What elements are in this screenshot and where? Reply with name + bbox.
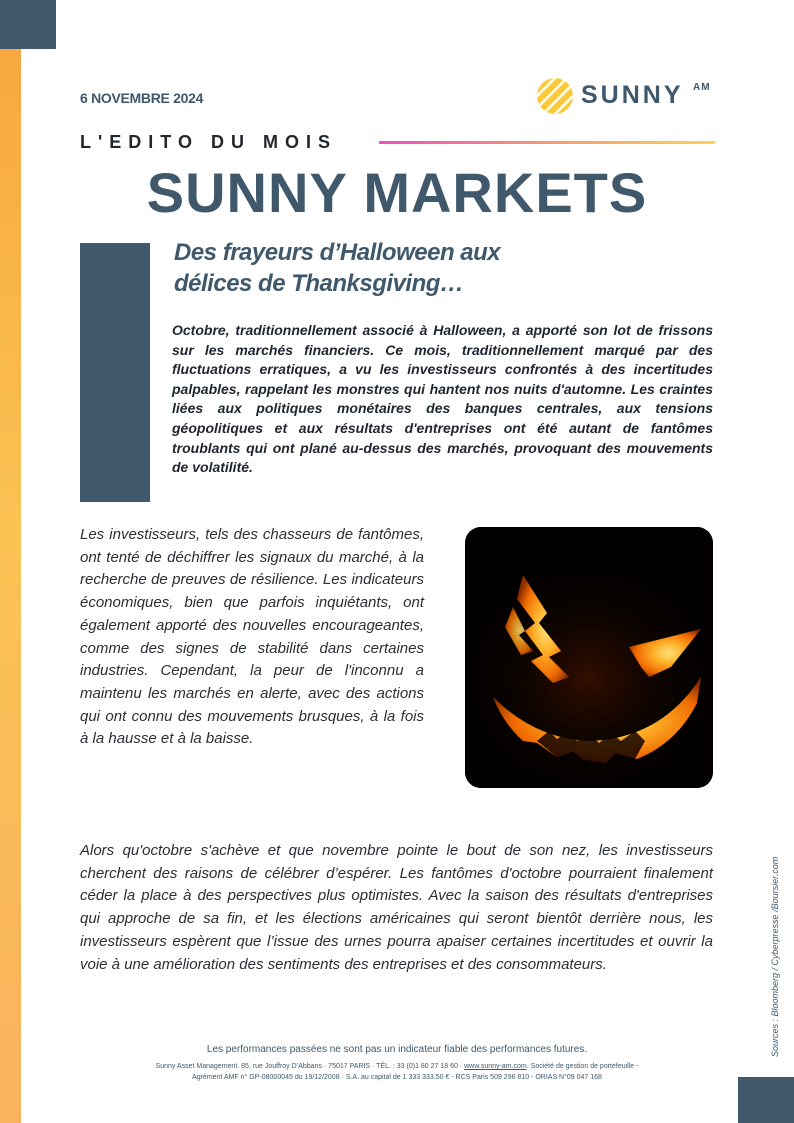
intro-paragraph: Octobre, traditionnellement associé à Halloween, a apporté son lot de frissons sur les marchés financiers. Ce mois, traditionnellement marqué par des fluctuations erratiques, a vu les investisseurs confrontés à des incertitudes palpables, rappelant les monstres qui hantent nos nuits d'automne. Les craintes liées aux politiques monétaires des banques centrales, aux tensions géopolitiques et aux résultats d'entreprises ont été autant de fantômes troublants qui ont plané au-dessus des marchés, provoquant des mouvements de volatilité. <box>172 322 713 476</box>
accent-bar <box>80 243 150 502</box>
logo-suffix: AM <box>693 82 711 93</box>
body-paragraph-2: Alors qu'octobre s'achève et que novembre pointe le bout de son nez, les investisseurs cherchent des raisons de célébrer d’espérer. Les fantômes d'octobre pourraient finalement céder la place à des perspectives plus optimistes. Avec la saison des résultats d'entreprises qui approche de sa fin, et les élections américaines qui seront bientôt derrière nous, les investisseurs espèrent que l’issue des urnes pourra apaiser certaines incertitudes et ouvrir la voie à une amélioration des sentiments des entreprises et des consommateurs. <box>80 842 713 973</box>
website-link[interactable]: www.sunny-am.com <box>464 1063 527 1070</box>
pumpkin-face-illustration <box>465 527 713 788</box>
subtitle-line-1: Des frayeurs d’Halloween aux <box>174 239 501 266</box>
jack-o-lantern-photo <box>465 527 713 788</box>
legal-notice <box>80 1061 714 1083</box>
legal-text-3: Agrément AMF n° GP-08000045 du 19/12/2008 · S.A. au capital de 1 333 333.50 € - RCS Paris 509 296 810 - ORIAS N°09 047 168 <box>192 1074 602 1081</box>
performance-disclaimer: Les performances passées ne sont pas un indicateur fiable des performances futures. <box>206 1044 588 1055</box>
issue-date: 6 NOVEMBRE 2024 <box>80 90 204 106</box>
sources-note: Sources : Bloomberg / Cyberpresse /Boursier.com <box>770 856 780 1057</box>
legal-text-1: Sunny Asset Management. 85, rue Jouffroy D’Abbans · 75017 PARIS · TÉL. : 33 (0)1 80 27 18 60 · <box>155 1063 465 1070</box>
gradient-rule <box>379 141 715 144</box>
corner-block-top-left <box>0 0 56 49</box>
sun-stripes-icon <box>535 76 575 116</box>
subtitle-line-2: délices de Thanksgiving… <box>174 270 464 297</box>
legal-text-2: . Société de gestion de portefeuille - <box>526 1063 639 1070</box>
corner-block-bottom-right <box>738 1077 794 1123</box>
section-label: L'EDITO DU MOIS <box>80 132 337 152</box>
page-title: SUNNY MARKETS <box>146 161 648 224</box>
body-paragraph-1: Les investisseurs, tels des chasseurs de fantômes, ont tenté de déchiffrer les signaux du marché, à la recherche de preuves de résilience. Les indicateurs économiques, bien que parfois inquiétants, ont également apporté des nouvelles encourageantes, comme des signes de stabilité dans certaines industries. Cependant, la peur de l'inconnu a maintenu les marchés en alerte, avec des actions qui ont connu des mouvements brusques, à la fois à la hausse et à la baisse. <box>80 526 424 748</box>
sunny-am-logo <box>535 76 715 116</box>
logo-wordmark: SUNNY <box>581 81 684 109</box>
article-subtitle <box>174 237 694 299</box>
